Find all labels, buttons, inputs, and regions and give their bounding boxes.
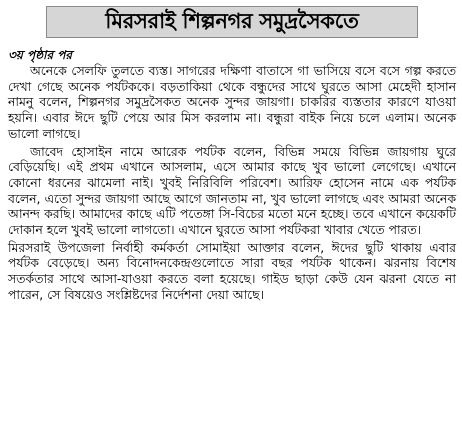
article-body [8, 63, 456, 303]
paragraph: অনেকে সেলফি তুলতে ব্যস্ত। সাগরের দক্ষিণা বাতাসে গা ভাসিয়ে বসে বসে গল্প করতে দেখা গেছে অনেক পর্যটককে। বড়তাকিয়া থেকে বন্ধুদের সাথে ঘুরতে আসা মেহেদী হাসান নামনু বলেন, শিল্পনগর সমুদ্রসৈকত অনেক সুন্দর জায়গা। চাকরির ব্যস্ততার কারণে যাওয়া হয়নি। এবার ঈদে ছুটি পেয়ে আর মিস করলাম না। বন্ধুরা বাইক নিয়ে চলে এলাম। অনেক ভালো লাগছে। [8, 63, 456, 141]
jump-label: ৩য় পৃষ্ঠার পর [8, 48, 73, 62]
headline: মিরসরাই শিল্পনগর সমুদ্রসৈকতে [105, 8, 359, 33]
paragraph: জাবেদ হোসাইন নামে আরেক পর্যটক বলেন, বিভিন্ন সময়ে বিভিন্ন জায়গায় ঘুরে বেড়িয়েছি। এই প্রথম এখানে আসলাম, এসে আমার কাছে খুব ভালো লেগেছে। এখানে কোনো ধরনের ঝামেলা নাই। খুবই নিরিবিলি পরিবেশ। আরিফ হোসেন নামে এক পর্যটক বলেন, এতো সুন্দর জায়গা আছে আগে জানতাম না, খুব ভালো লাগছে এবং আমরা অনেক আনন্দ করছি। আমাদের কাছে এটি পতেঙ্গা সি-বিচের মতো মনে হচ্ছে। তবে এখানে কয়েকটি দোকান হলে খুবই ভালো লাগতো। এখানে ঘুরতে আসা পর্যটকরা খাবার খেতে পারত। [8, 143, 456, 238]
paragraph: মিরসরাই উপজেলা নির্বাহী কর্মকর্তা সোমাইয়া আক্তার বলেন, ঈদের ছুটি থাকায় এবার পর্যটক বেড়েছে। অন্য বিনোদনকেন্দ্রগুলোতে সারা বছর পর্যটক থাকেন। ঝরনায় বিশেষ সতর্কতার সাথে আসা-যাওয়া করতে বলা হয়েছে। গাইড ছাড়া কেউ যেন ঝরনা যেতে না পারেন, সে বিষয়েও সংশ্লিষ্টদের নির্দেশনা দেয়া আছে। [8, 239, 456, 302]
headline-box [46, 6, 418, 38]
